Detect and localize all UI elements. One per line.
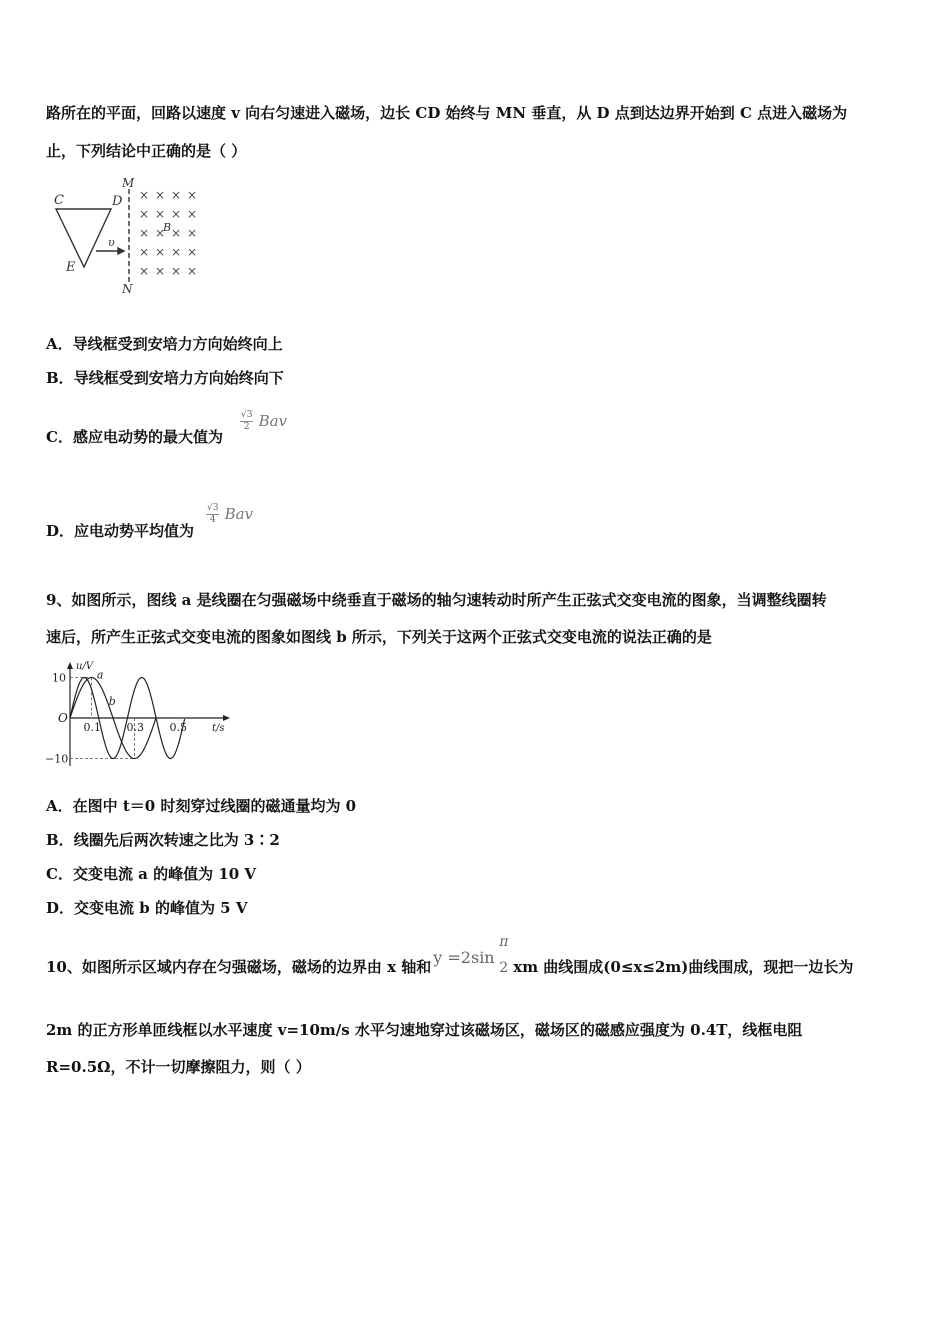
label-b: B xyxy=(163,221,172,234)
label-e: E xyxy=(66,260,76,275)
q8-stem-line1: 路所在的平面，回路以速度 v 向右匀速进入磁场，边长 CD 始终与 MN 垂直，从 D 点到达边界开始到 C 点进入磁场为 xyxy=(46,104,848,122)
series-a-label: a xyxy=(96,668,104,682)
q9-option-a[interactable] xyxy=(46,795,356,816)
x-tick-label: 0.5 xyxy=(169,721,187,734)
option-text: 交变电流 b 的峰值为 5 V xyxy=(74,899,248,917)
field-cross: × xyxy=(187,226,198,240)
label-v: υ xyxy=(108,236,115,249)
option-key: C． xyxy=(46,865,73,883)
label-n: N xyxy=(122,282,133,296)
q10-line1-pre: 10、如图所示区域内存在匀强磁场，磁场的边界由 x 轴和 xyxy=(46,958,432,976)
option-text: 应电动势平均值为 xyxy=(74,522,195,540)
q10-line1-post: xm 曲线围成(0≤x≤2m)曲线围成，现把一边长为 xyxy=(513,958,854,976)
q8-option-c[interactable] xyxy=(46,426,223,447)
x-tick-label: 0.1 xyxy=(83,721,101,734)
field-cross: × xyxy=(155,207,166,221)
formula-num: π xyxy=(499,934,509,950)
q8-option-c-expression: $\frac{√3}{2}$ Bav xyxy=(241,410,288,432)
q8-option-d[interactable] xyxy=(46,520,194,541)
field-cross: × xyxy=(139,207,150,221)
label-d: D xyxy=(112,194,123,209)
field-cross: × xyxy=(187,245,198,259)
label-m: M xyxy=(122,176,135,190)
fraction: $\frac{√3}{4}$ xyxy=(207,503,219,525)
q10-formula xyxy=(431,934,513,978)
field-cross: × xyxy=(171,207,182,221)
q9-option-d[interactable] xyxy=(46,897,247,918)
origin-label: O xyxy=(58,711,68,725)
option-key: A． xyxy=(46,797,73,815)
series-b-label: b xyxy=(108,695,116,709)
field-cross: × xyxy=(187,207,198,221)
field-cross: × xyxy=(139,188,150,202)
option-key: D． xyxy=(46,899,75,917)
option-key: C． xyxy=(46,428,73,446)
y-axis-label: u/V xyxy=(76,661,94,672)
option-text: 线圈先后两次转速之比为 3∶2 xyxy=(73,831,280,849)
field-cross: × xyxy=(171,188,182,202)
triangle-frame xyxy=(56,209,111,267)
q9-chart xyxy=(40,658,240,773)
field-cross: × xyxy=(139,245,150,259)
q8-option-b[interactable] xyxy=(46,367,284,388)
option-text: 导线框受到安培力方向始终向下 xyxy=(73,369,284,387)
field-cross: × xyxy=(155,264,166,278)
q9-stem-line2: 速后，所产生正弦式交变电流的图象如图线 b 所示，下列关于这两个正弦式交变电流的说法正确的是 xyxy=(46,628,712,646)
q9-option-c[interactable] xyxy=(46,863,256,884)
field-cross: × xyxy=(155,245,166,259)
q8-option-a[interactable] xyxy=(46,333,283,354)
q9-stem-line1: 9、如图所示，图线 a 是线圈在匀强磁场中绕垂直于磁场的轴匀速转动时所产生正弦式交变电流的图象，当调整线圈转 xyxy=(46,591,827,609)
field-cross: × xyxy=(139,226,150,240)
option-key: D． xyxy=(46,522,75,540)
q10-stem-line3: R=0.5Ω，不计一切摩擦阻力，则（ ） xyxy=(46,1058,311,1076)
field-cross: × xyxy=(187,264,198,278)
field-cross: × xyxy=(171,264,182,278)
q10-stem-line1 xyxy=(46,934,854,978)
field-cross: × xyxy=(171,226,182,240)
x-axis-arrow xyxy=(223,715,230,721)
field-cross: × xyxy=(171,245,182,259)
field-cross: × xyxy=(187,188,198,202)
label-c: C xyxy=(54,193,64,208)
option-key: B． xyxy=(46,369,74,387)
field-cross: × xyxy=(155,188,166,202)
y-tick-label-bottom: −10 xyxy=(45,752,69,766)
q8-stem-line2: 止，下列结论中正确的是（ ） xyxy=(46,142,247,160)
option-text: 感应电动势的最大值为 xyxy=(72,428,223,446)
field-cross: × xyxy=(139,264,150,278)
formula-den: 2 xyxy=(499,960,509,976)
option-text: 在图中 t＝0 时刻穿过线圈的磁通量均为 0 xyxy=(72,797,357,815)
field-cross: × xyxy=(155,226,166,240)
formula-main: y =2sin xyxy=(433,948,495,967)
y-axis-arrow xyxy=(67,662,73,669)
q8-option-d-expression: $\frac{√3}{4}$ Bav xyxy=(207,503,254,525)
x-tick-label: 0.3 xyxy=(126,721,144,734)
option-text: 交变电流 a 的峰值为 10 V xyxy=(72,865,257,883)
y-tick-label-top: 10 xyxy=(52,671,66,685)
q8-figure xyxy=(46,175,216,300)
q10-stem-line2: 2m 的正方形单匝线框以水平速度 v=10m/s 水平匀速地穿过该磁场区，磁场区的磁感应强度为 0.4T，线框电阻 xyxy=(46,1021,803,1039)
fraction: $\frac{√3}{2}$ xyxy=(241,410,253,432)
option-text: 导线框受到安培力方向始终向上 xyxy=(72,335,283,353)
option-key: A． xyxy=(46,335,73,353)
x-axis-label: t/s xyxy=(212,723,225,734)
q9-option-b[interactable] xyxy=(46,829,280,850)
option-key: B． xyxy=(46,831,74,849)
